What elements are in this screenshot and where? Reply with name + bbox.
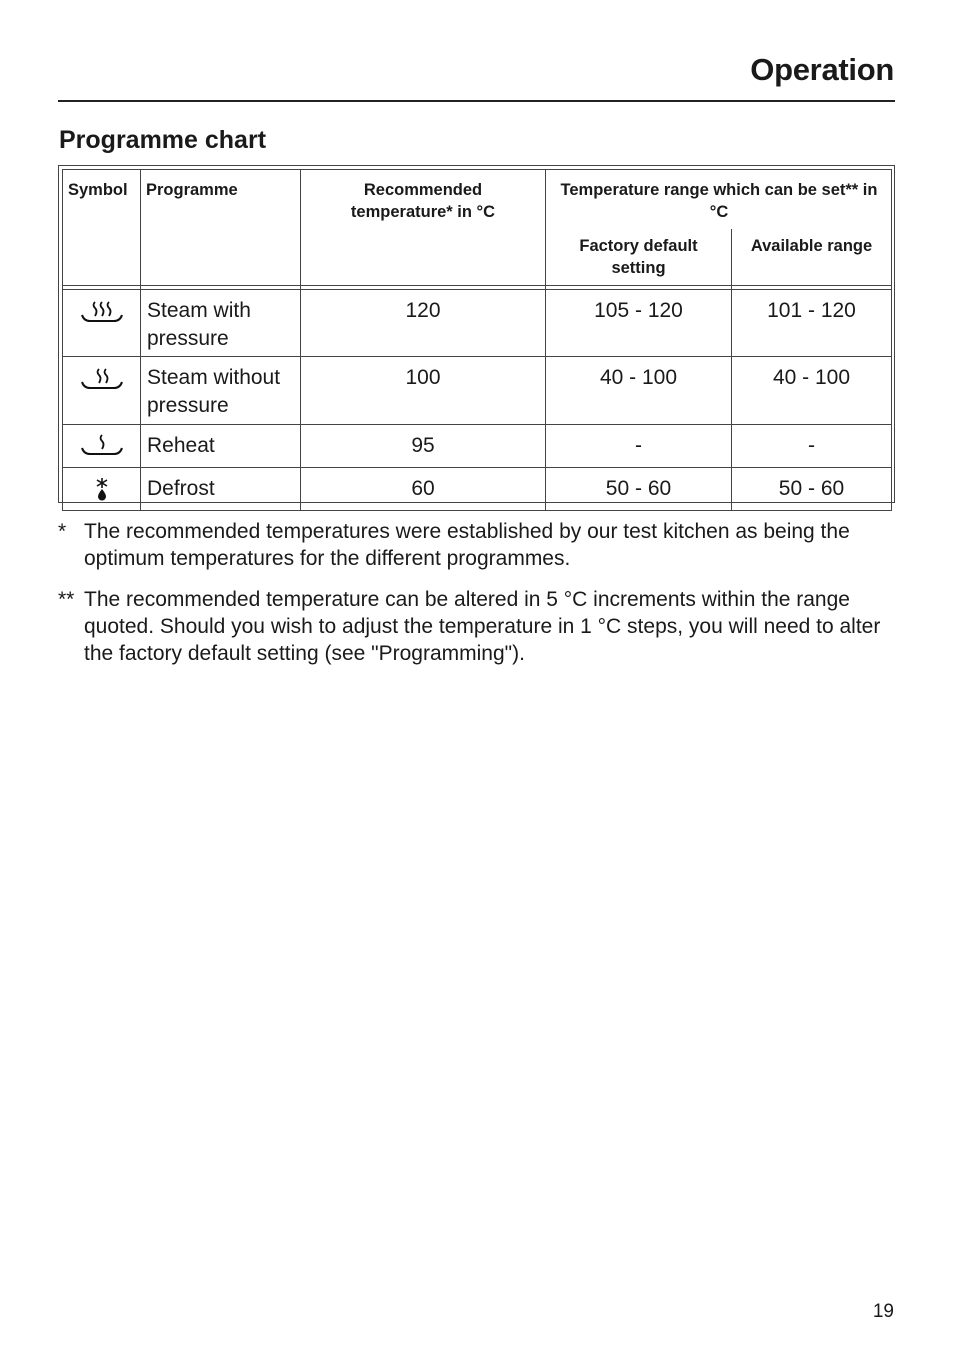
footnote — [58, 518, 898, 572]
symbol-cell — [63, 290, 141, 357]
recommended-temperature: 60 — [301, 468, 546, 511]
recommended-temperature: 95 — [301, 425, 546, 468]
symbol-cell — [63, 425, 141, 468]
table-row — [63, 468, 892, 511]
programme-name: Reheat — [141, 425, 301, 468]
reheat-icon — [80, 433, 124, 459]
recommended-temperature: 120 — [301, 290, 546, 357]
programme-name: Defrost — [141, 468, 301, 511]
page-header-title: Operation — [750, 52, 894, 87]
header-temperature-range — [546, 170, 892, 230]
defrost-icon — [80, 476, 124, 502]
available-range: 50 - 60 — [732, 468, 892, 511]
header-divider — [58, 100, 895, 102]
header-symbol: Symbol — [63, 170, 141, 286]
available-range: - — [732, 425, 892, 468]
footnote-mark: ** — [58, 588, 75, 611]
available-range: 101 - 120 — [732, 290, 892, 357]
table-row — [63, 290, 892, 357]
table-header-row — [63, 170, 892, 230]
programme-name: Steam without pressure — [141, 357, 301, 425]
header-available-range: Available range — [732, 229, 892, 286]
factory-default-setting: 105 - 120 — [546, 290, 732, 357]
factory-default-setting: 40 - 100 — [546, 357, 732, 425]
available-range: 40 - 100 — [732, 357, 892, 425]
footnote — [58, 586, 898, 667]
table-row — [63, 425, 892, 468]
header-recommended-text: Recommended temperature* in °C — [350, 181, 496, 221]
steam-with-pressure-icon — [80, 300, 124, 326]
factory-default-setting: 50 - 60 — [546, 468, 732, 511]
header-programme: Programme — [141, 170, 301, 286]
header-recommended-temperature — [301, 170, 546, 286]
header-temperature-range-text: Temperature range which can be set** in °C — [560, 181, 878, 221]
section-title: Programme chart — [59, 126, 267, 154]
recommended-temperature: 100 — [301, 357, 546, 425]
steam-without-pressure-icon — [80, 367, 124, 393]
header-factory-default — [546, 229, 732, 286]
factory-default-setting: - — [546, 425, 732, 468]
page-number: 19 — [872, 1301, 894, 1322]
table-row — [63, 357, 892, 425]
footnote-text: The recommended temperatures were established by our test kitchen as being the optimum temperatures for the different programmes. — [84, 520, 850, 570]
symbol-cell — [63, 468, 141, 511]
header-factory-default-text: Factory default setting — [579, 237, 698, 277]
programme-name: Steam with pressure — [141, 290, 301, 357]
programme-chart-table — [58, 165, 895, 503]
footnotes — [58, 518, 898, 681]
footnote-text: The recommended temperature can be altered in 5 °C increments within the range quoted. Should you wish to adjust the temperature in 1 °C steps, you will need to alter the factory default setting (see "Programming"). — [84, 588, 881, 665]
footnote-mark: * — [58, 520, 67, 543]
symbol-cell — [63, 357, 141, 425]
